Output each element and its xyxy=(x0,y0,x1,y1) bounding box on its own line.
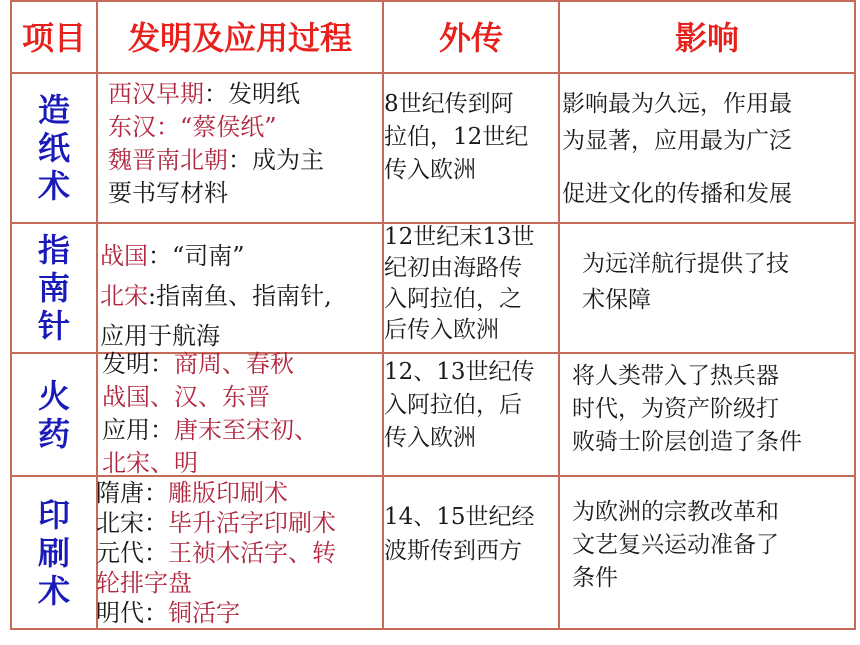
process-line xyxy=(102,381,318,414)
item-char: 印 xyxy=(37,495,70,534)
spread-line: 入阿拉伯，之 xyxy=(384,286,522,312)
process-segment: 东汉：“蔡侯纸” xyxy=(108,113,277,141)
item-compass xyxy=(12,224,96,352)
header-divider xyxy=(10,72,856,74)
item-char: 南 xyxy=(37,269,70,307)
item-char: 造 xyxy=(37,91,70,129)
item-char: 纸 xyxy=(37,129,70,167)
impact-line: 将人类带入了热兵器 xyxy=(572,363,779,389)
process-segment: ：成为主 xyxy=(228,146,324,174)
process-segment: 应用于航海 xyxy=(100,322,220,350)
process-segment: 北宋、明 xyxy=(102,449,198,477)
process-line xyxy=(108,144,324,177)
process-segment: 元代： xyxy=(96,539,168,567)
impact-line: 影响最为久远，作用最 xyxy=(562,91,792,117)
process-line xyxy=(102,348,318,381)
process-line xyxy=(96,568,336,598)
impact-line: 术保障 xyxy=(582,287,651,313)
impact-line: 为欧洲的宗教改革和 xyxy=(572,499,779,525)
item-printing xyxy=(12,477,96,628)
spread-line: 纪初由海路传 xyxy=(384,255,522,281)
process-segment: 战国、汉、东晋 xyxy=(102,383,270,411)
impact-line: 败骑士阶层创造了条件 xyxy=(572,429,802,455)
item-char: 针 xyxy=(37,307,70,345)
spread-line: 传入欧洲 xyxy=(384,425,476,451)
column-divider xyxy=(558,0,560,630)
process-segment: 明代： xyxy=(96,599,168,627)
process-line xyxy=(108,111,324,144)
item-char: 火 xyxy=(37,376,70,415)
spread-line: 拉伯，12世纪 xyxy=(384,124,529,150)
item-char: 指 xyxy=(37,231,70,269)
inventions-table xyxy=(10,0,856,630)
process-segment: 毕升活字印刷术 xyxy=(168,509,336,537)
process-line xyxy=(96,508,336,538)
impact-line: 为显著，应用最为广泛 xyxy=(562,128,792,154)
spread-printing xyxy=(384,500,535,568)
spread-line: 后传入欧洲 xyxy=(384,317,499,343)
process-line xyxy=(96,598,336,628)
spread-line: 入阿拉伯，后 xyxy=(384,392,522,418)
process-segment: 西汉早期 xyxy=(108,80,204,108)
process-segment: 北宋 xyxy=(100,282,148,310)
header-item: 项目 xyxy=(21,19,86,57)
process-segment: :指南鱼、指南针, xyxy=(148,282,332,310)
impact-line: 时代，为资产阶级打 xyxy=(572,396,779,422)
impact-line: 为远洋航行提供了技 xyxy=(582,251,789,277)
header-process: 发明及应用过程 xyxy=(127,19,352,57)
spread-line: 12、13世纪传 xyxy=(384,359,535,385)
process-segment: 发明： xyxy=(102,350,174,378)
process-line xyxy=(108,177,324,210)
table-border-right xyxy=(854,0,856,630)
process-segment: 轮排字盘 xyxy=(96,569,192,597)
process-segment: 雕版印刷术 xyxy=(168,479,288,507)
process-segment: ：“司南” xyxy=(148,242,245,270)
spread-line: 波斯传到西方 xyxy=(384,538,522,564)
process-segment: 要书写材料 xyxy=(108,179,228,207)
process-line xyxy=(100,236,332,276)
impact-printing xyxy=(572,496,779,595)
header-spread: 外传 xyxy=(438,19,503,57)
process-segment: 铜活字 xyxy=(168,599,240,627)
spread-line: 8世纪传到阿 xyxy=(384,91,514,117)
spread-line: 14、15世纪经 xyxy=(384,504,535,530)
process-segment: 唐末至宋初、 xyxy=(174,416,318,444)
process-gunpowder xyxy=(102,348,318,480)
process-line xyxy=(102,414,318,447)
item-char: 刷 xyxy=(37,533,70,572)
process-line xyxy=(108,78,324,111)
spread-papermaking xyxy=(384,88,528,187)
process-line xyxy=(96,538,336,568)
process-printing xyxy=(96,478,336,628)
process-segment: 应用： xyxy=(102,416,174,444)
impact-papermaking xyxy=(562,86,792,213)
item-char: 术 xyxy=(37,167,70,205)
process-line xyxy=(102,447,318,480)
process-segment: 隋唐： xyxy=(96,479,168,507)
item-char: 术 xyxy=(37,571,70,610)
spread-line: 传入欧洲 xyxy=(384,157,476,183)
impact-gunpowder xyxy=(572,360,802,459)
process-segment: 魏晋南北朝 xyxy=(108,146,228,174)
spread-gunpowder xyxy=(384,356,535,455)
impact-line: 条件 xyxy=(572,565,618,591)
impact-line: 文艺复兴运动准备了 xyxy=(572,532,779,558)
process-line xyxy=(96,478,336,508)
spread-line: 12世纪末13世 xyxy=(384,224,535,250)
impact-compass xyxy=(582,246,789,318)
header-impact: 影响 xyxy=(674,19,739,57)
process-segment: 战国 xyxy=(100,242,148,270)
process-line xyxy=(100,276,332,316)
process-segment: 王祯木活字、转 xyxy=(168,539,336,567)
table-border-bottom xyxy=(10,628,856,630)
item-char: 药 xyxy=(37,414,70,453)
spread-compass xyxy=(384,222,535,346)
impact-line: 促进文化的传播和发展 xyxy=(562,181,792,207)
process-segment: 商周、春秋 xyxy=(174,350,294,378)
item-gunpowder xyxy=(12,354,96,475)
process-papermaking xyxy=(108,78,324,210)
process-compass xyxy=(100,236,332,356)
process-segment: ：发明纸 xyxy=(204,80,300,108)
process-segment: 北宋： xyxy=(96,509,168,537)
item-papermaking xyxy=(12,74,96,222)
